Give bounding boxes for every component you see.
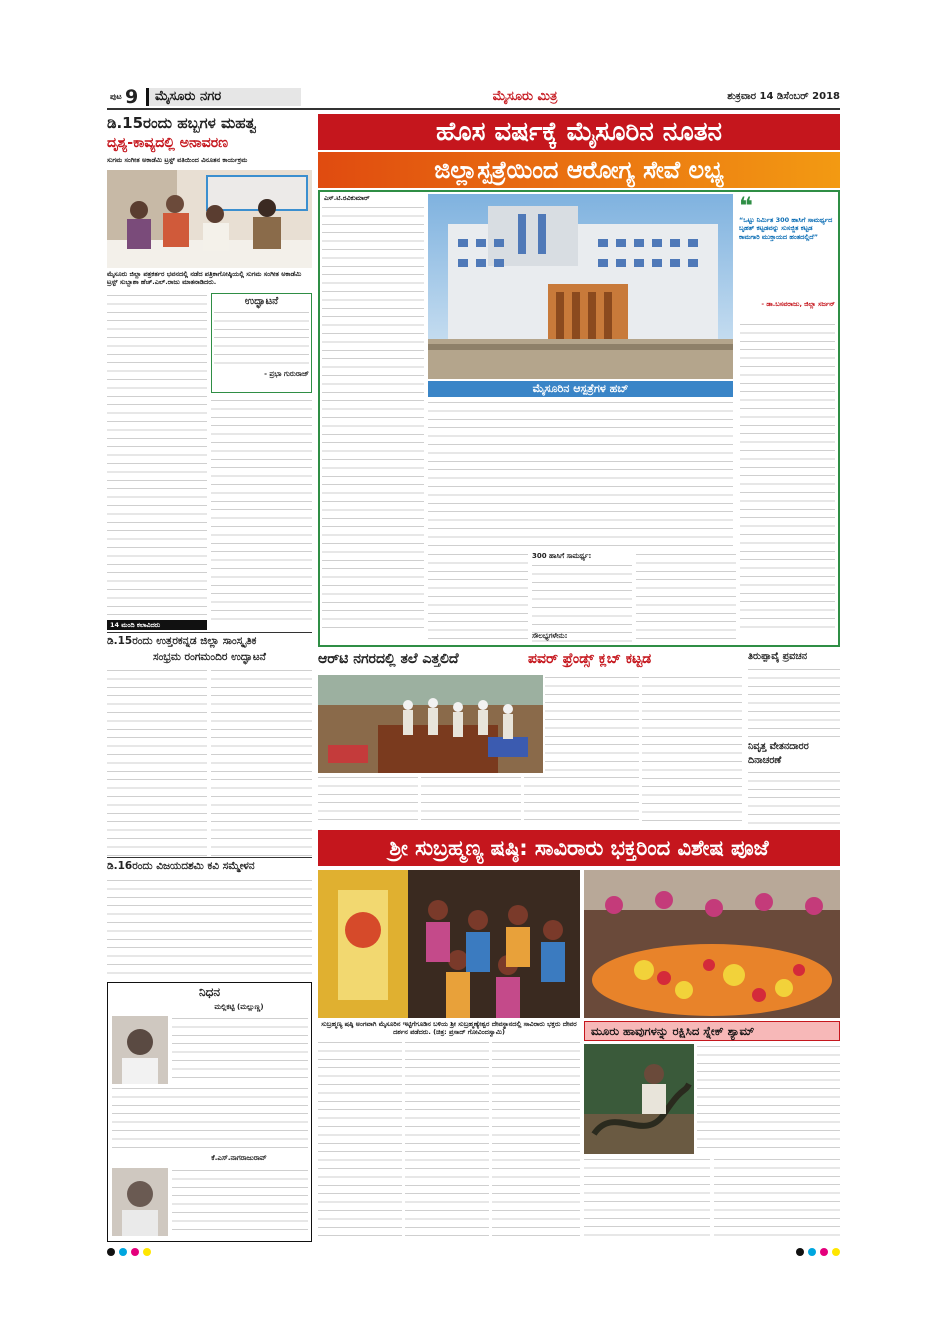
main-headline2: ಜಿಲ್ಲಾಸ್ಪತ್ರೆಯಿಂದ ಆರೋಗ್ಯ ಸೇವೆ ಲಭ್ಯ <box>318 152 840 188</box>
left-story-tag <box>107 620 207 630</box>
club-text-d <box>421 775 521 825</box>
left-story-body-b <box>211 398 312 625</box>
left-story-box <box>211 293 312 393</box>
quote-icon: ❝ <box>739 192 754 220</box>
registration-dot-cyan-r <box>808 1248 816 1256</box>
left-story-kicker: ಸುಗಮ ಸಂಗೀತ ಅಕಾಡೆಮಿ ಟ್ರಸ್ಟ್ ವತಿಯಿಂದ ವಿನೂತನ ಕಾರ್ಯಕ್ರಮ <box>107 156 248 164</box>
box-byline: - ಪ್ರಭಾ ಗುರುರಾಜ್ <box>264 370 309 378</box>
left-mid-body-a <box>107 668 207 856</box>
club-headline-red: ಪವರ್ ಫ್ರೆಂಡ್ಸ್ ಕ್ಲಬ್ ಕಟ್ಟಡ <box>528 651 652 667</box>
club-text-e <box>524 775 639 825</box>
page-label: ಪುಟ <box>110 92 122 101</box>
left-story-photo <box>107 170 312 268</box>
club-text-a <box>545 675 639 773</box>
poet-body <box>107 878 312 978</box>
box-title: ಉದ್ಘಾಟನೆ <box>244 296 279 307</box>
registration-dot-yellow-r <box>832 1248 840 1256</box>
hospital-building-image <box>428 194 733 379</box>
snake-text-c <box>714 1157 840 1240</box>
issue-date: ಶುಕ್ರವಾರ 14 ಡಿಸೆಂಬರ್ 2018 <box>727 91 840 102</box>
left-mid-headline2: ಸಂಭ್ರಮ ರಂಗಮಂದಿರ ಉದ್ಘಾಟನೆ <box>153 651 266 663</box>
registration-dot-black-r <box>796 1248 804 1256</box>
left-mid-headline1: ಡಿ.15ರಂದು ಉತ್ತರಕನ್ನಡ ಜಿಲ್ಲಾ ಸಾಂಸ್ಕೃತಿಕ <box>107 635 257 647</box>
main-col4-text <box>636 552 736 642</box>
registration-dot-cyan <box>119 1248 127 1256</box>
obituary-person1: ಮಲ್ಲಿಕಟ್ಟಿ (ಮಲ್ಲುಣ್ಣ) <box>214 1003 264 1011</box>
main-right-text <box>740 322 835 630</box>
puja-caption-text: ಸುಬ್ರಹ್ಮಣ್ಯ ಷಷ್ಠಿ ಅಂಗವಾಗಿ ಮೈಸೂರಿನ ಇಟ್ಟಿಗೆಗೂಡಿನ ಬಳಿಯ ಶ್ರೀ ಸುಬ್ರಹ್ಮಣ್ಯೇಶ್ವರ ದೇವಸ್ಥಾನದಲ್ಲಿ ಸಾವಿರಾರು ಭಕ್ತರು ದೇವರ ದರ್ಶನ ಪಡೆದರು. <box>321 1020 577 1036</box>
registration-dot-yellow <box>143 1248 151 1256</box>
right-brief2-headline2: ದಿನಾಚರಣೆ <box>748 755 782 766</box>
section-title-text: ಮೈಸೂರು ನಗರ <box>155 89 222 104</box>
main-headline1: ಹೊಸ ವರ್ಷಕ್ಕೆ ಮೈಸೂರಿನ ನೂತನ <box>318 114 840 150</box>
hub-title-bar <box>428 381 733 397</box>
left-mid-body-b <box>211 668 312 856</box>
registration-dot-magenta <box>131 1248 139 1256</box>
registration-dot-black <box>107 1248 115 1256</box>
main-sub1: 300 ಹಾಸಿಗೆ ಸಾಮರ್ಥ್ಯ: <box>532 552 592 560</box>
puja-photo-2 <box>584 870 840 1018</box>
puja-text-c <box>492 1040 580 1240</box>
portrait-image <box>112 1016 168 1084</box>
main-sub2: ಸೌಲಭ್ಯಗಳೇನು: <box>532 632 568 640</box>
registration-dot-magenta-r <box>820 1248 828 1256</box>
obituary-photo2 <box>112 1168 168 1236</box>
groundbreaking-photo <box>318 675 543 773</box>
left-story-headline2: ದೃಶ್ಯ-ಕಾವ್ಯದಲ್ಲಿ ಅನಾವರಣ <box>107 135 229 151</box>
main-byline: ಎಸ್.ಟಿ.ರವಿಕುಮಾರ್ <box>324 194 370 202</box>
quote-byline: - ಡಾ.ಬಸವರಾಜು, ಜಿಲ್ಲಾ ಸರ್ಜನ್ <box>761 300 835 308</box>
right-brief2-body <box>748 770 840 825</box>
puja-text-b <box>405 1040 489 1240</box>
obituary-person2: ಕೆ.ಎಸ್.ನಾಗರಾಜುರಾವ್ <box>211 1154 267 1162</box>
main-hub-text <box>428 400 733 550</box>
header-rule <box>107 108 840 110</box>
obituary-text2 <box>172 1168 308 1236</box>
snake-headline: ಮೂರು ಹಾವುಗಳನ್ನು ರಕ್ಷಿಸಿದ ಸ್ನೇಕ್ ಶ್ಯಾಮ್ <box>591 1024 755 1038</box>
snake-text-a <box>697 1044 840 1154</box>
box-body <box>214 310 309 370</box>
main-col2-text <box>428 552 528 642</box>
snake-photo <box>584 1044 694 1154</box>
offerings-photo <box>584 870 840 1018</box>
quote-text: “ಒಟ್ಟು ನಿರ್ಮಿತ 300 ಹಾಸಿಗೆ ಸಾಮರ್ಥ್ಯದ ಬೃಹತ್ ಕಟ್ಟಡವನ್ನು ಸುಸಜ್ಜಿತ ಕಟ್ಟಡ ಕಾಮಗಾರಿ ಮುಕ್ತಾಯದ ಹಂತದಲ್ಲಿದೆ” <box>739 216 833 241</box>
left-story-photo-caption: ಮೈಸೂರು ಜಿಲ್ಲಾ ಪತ್ರಕರ್ತರ ಭವನದಲ್ಲಿ ನಡೆದ ಪತ್ರಿಕಾಗೋಷ್ಠಿಯಲ್ಲಿ ಸುಗಮ ಸಂಗೀತ ಅಕಾಡೆಮಿ ಟ್ರಸ್ಟ್ ಸುಬ್ಬಾಶಾ ಹೆಚ್.ಎಲ್.ರಾಜು ಮಾತನಾಡಿದರು. <box>107 270 302 286</box>
left-story-headline1: ಡಿ.15ರಂದು ಹಬ್ಬಗಳ ಮಹತ್ವ <box>107 114 257 132</box>
obituary-title: ನಿಧನ <box>198 985 221 999</box>
page-number-badge <box>107 88 147 106</box>
section-title <box>146 88 301 106</box>
club-text-b <box>642 675 742 825</box>
portrait-image-2 <box>112 1168 168 1236</box>
poet-headline: ಡಿ.16ರಂದು ವಿಜಯದಶಮಿ ಕವಿ ಸಮ್ಮೇಳನ <box>107 860 255 872</box>
obituary-text1b <box>112 1086 308 1152</box>
main-col3-text <box>532 563 632 642</box>
club-headline-black: ಆರ್‌ಟಿ ನಗರದಲ್ಲಿ ತಲೆ ಎತ್ತಲಿದೆ <box>318 651 459 667</box>
puja-text-a <box>318 1040 402 1240</box>
puja-headline: ಶ್ರೀ ಸುಬ್ರಹ್ಮಣ್ಯ ಷಷ್ಠಿ: ಸಾವಿರಾರು ಭಕ್ತರಿಂದ ವಿಶೇಷ ಪೂಜೆ <box>318 830 840 866</box>
snake-headline-bar <box>584 1021 840 1041</box>
snake-text-b <box>584 1157 710 1240</box>
obituary-photo1 <box>112 1016 168 1084</box>
puja-photo-1 <box>318 870 580 1018</box>
press-meet-photo <box>107 170 312 268</box>
right-brief2-headline1: ನಿವೃತ್ತ ವೇತನದಾರರ <box>748 741 809 752</box>
left-story-body-a <box>107 293 207 625</box>
obituary-text1 <box>172 1016 308 1084</box>
quote-box <box>737 194 837 318</box>
puja-photo-credit: (ಚಿತ್ರ: ಪ್ರಸಾದ್ ಗೋವಿಂದಸ್ವಾಮಿ) <box>433 1028 505 1036</box>
tag-line-text: 14 ಮಂದಿ ಕಲಾವಿದರು <box>110 621 161 629</box>
hospital-photo <box>428 194 733 379</box>
club-photo <box>318 675 543 773</box>
masthead: ಮೈಸೂರು ಮಿತ್ರ <box>492 89 558 104</box>
hub-title: ಮೈಸೂರಿನ ಆಸ್ಪತ್ರೆಗಳ ಹಬ್ <box>532 382 629 395</box>
devotees-photo <box>318 870 580 1018</box>
left-mid-rule <box>107 632 312 633</box>
puja-caption <box>318 1020 580 1038</box>
right-brief1-body <box>748 667 840 737</box>
right-brief1-headline: ತಿರುಪ್ಪಾವೈ ಪ್ರವಚನ <box>748 651 808 662</box>
poet-rule <box>107 857 312 858</box>
snake-rescue-photo <box>584 1044 694 1154</box>
club-text-c <box>318 775 418 825</box>
main-lead-text <box>322 205 424 630</box>
page-number: 9 <box>125 86 139 108</box>
